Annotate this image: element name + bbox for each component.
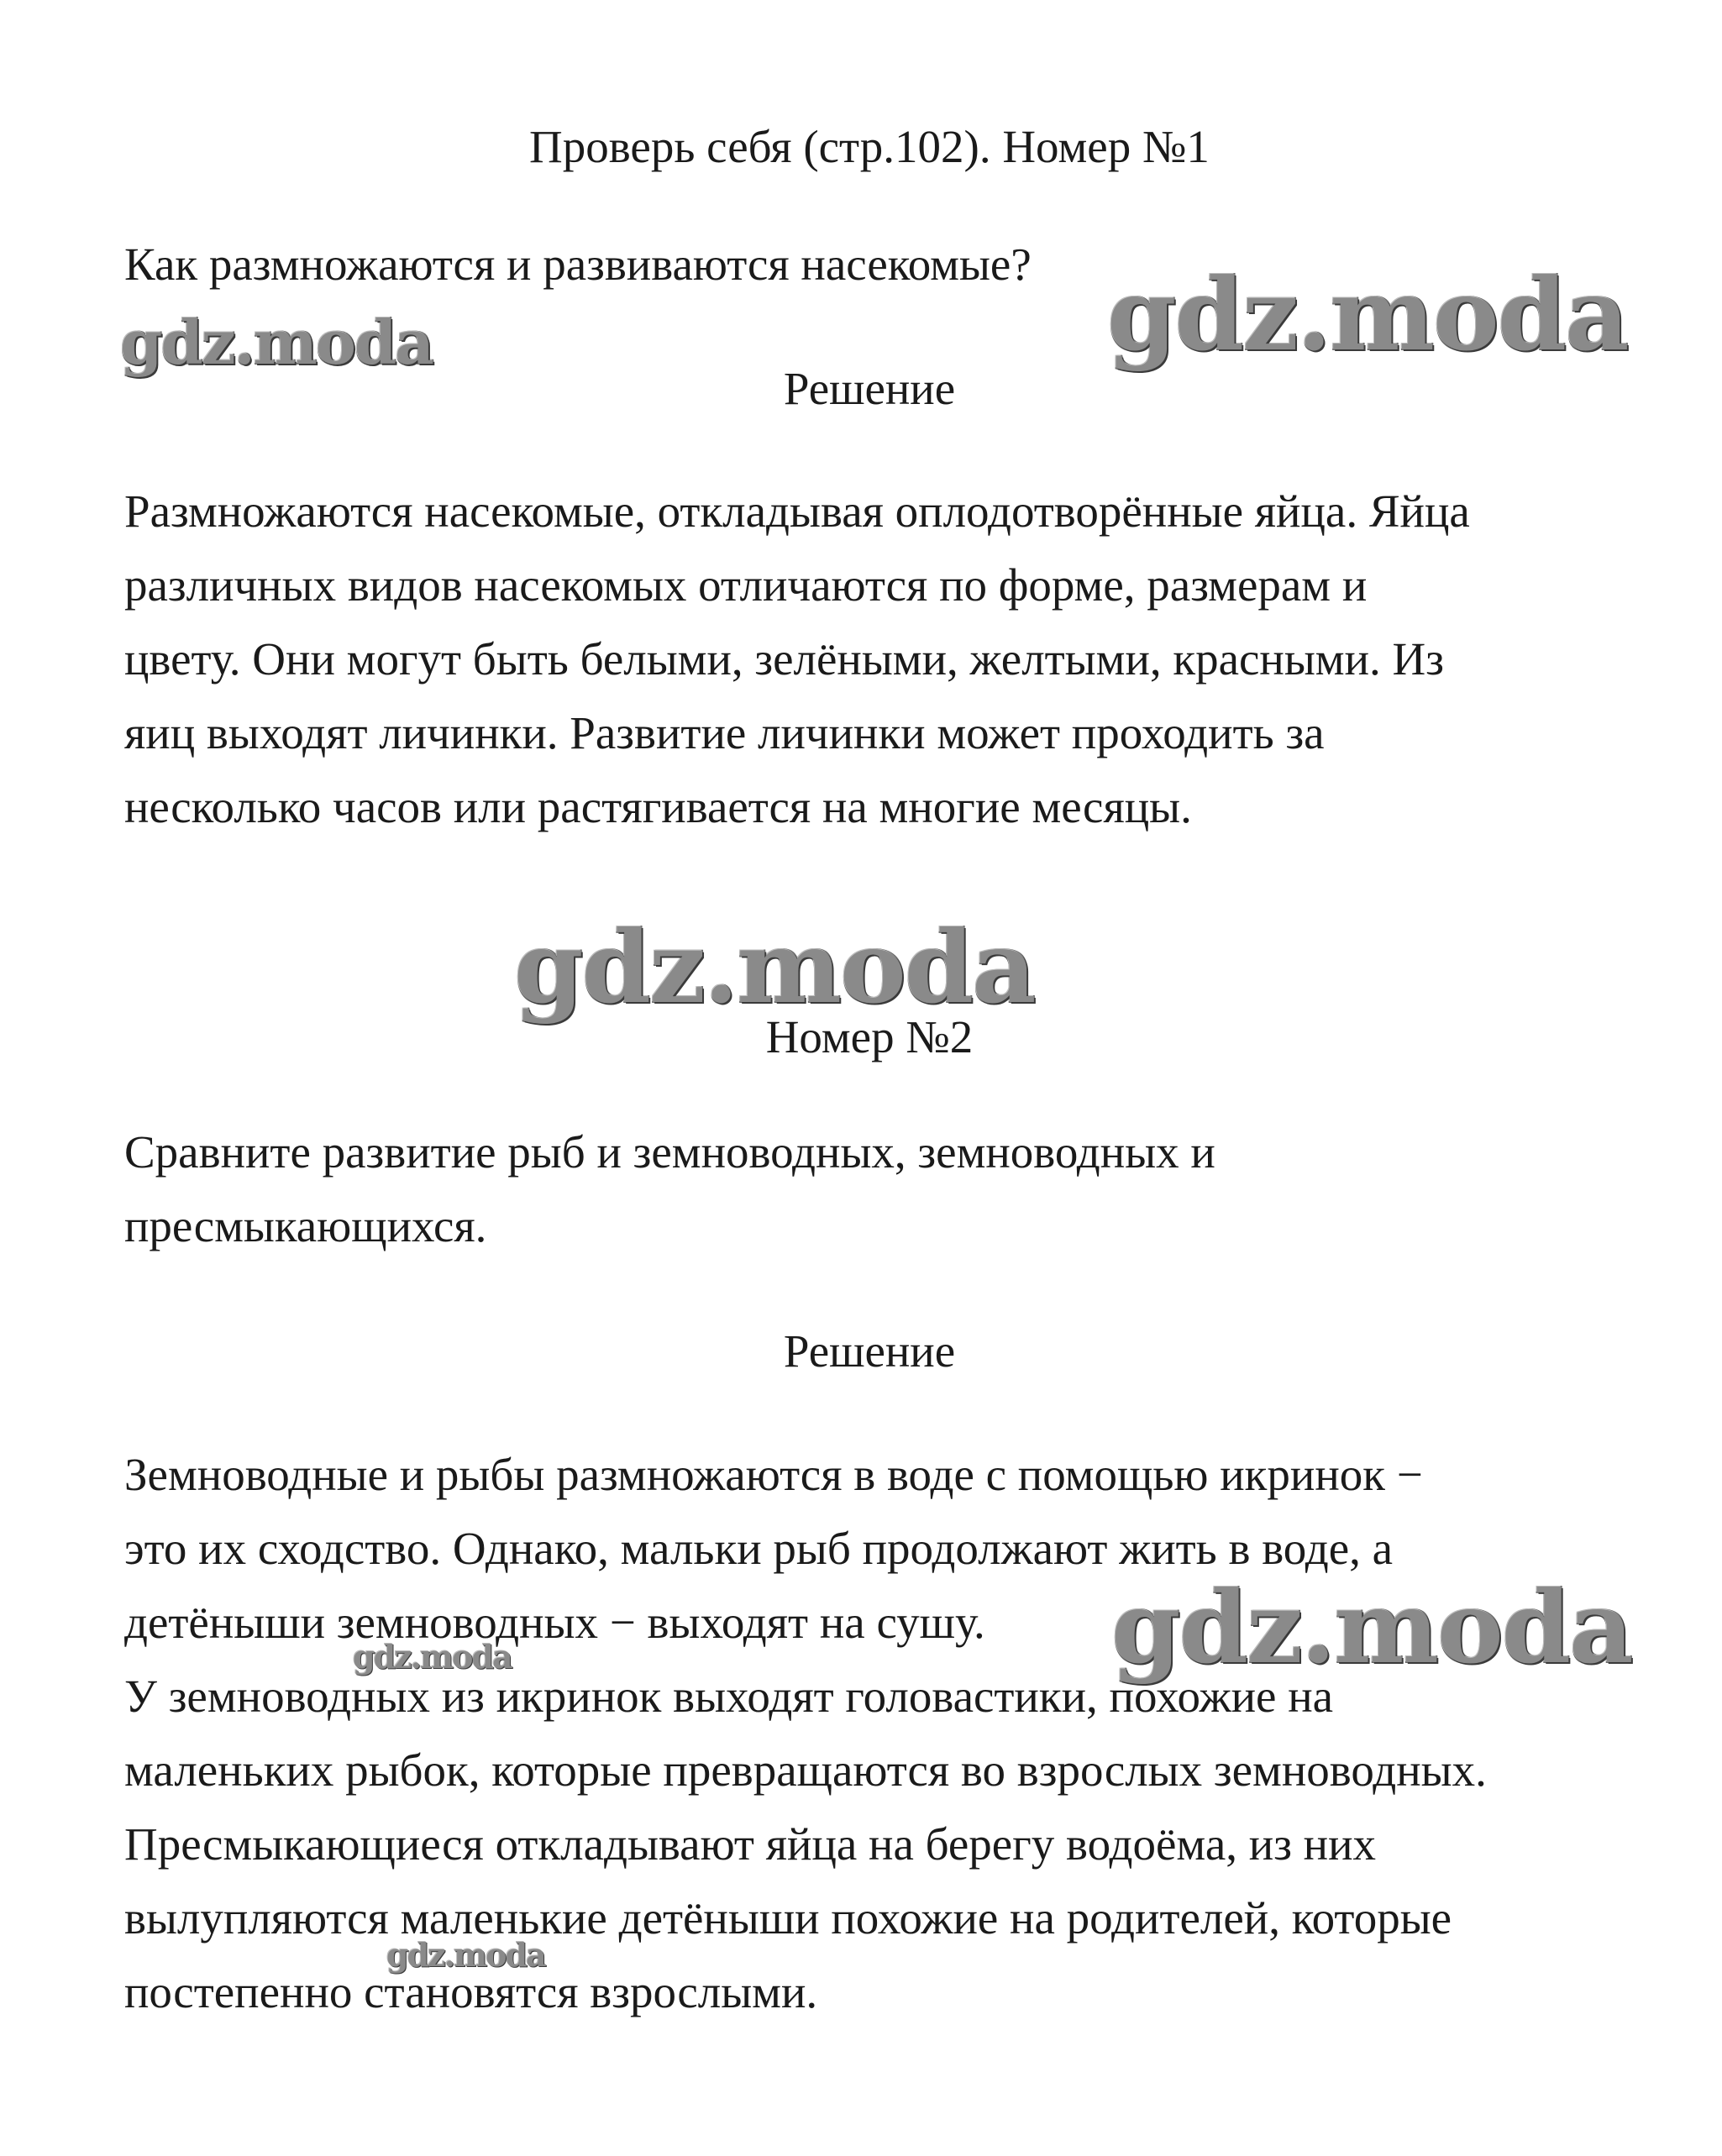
answer-line: детёныши земноводных − выходят на сушу. — [124, 1597, 985, 1648]
question-line: пресмыкающихся. — [124, 1200, 487, 1251]
answer-line: Пресмыкающиеся откладывают яйца на берегу водоёма, из них — [124, 1818, 1377, 1870]
answer-line: У земноводных из икринок выходят головастики, похожие на — [124, 1671, 1334, 1722]
answer-line: Земноводные и рыбы размножаются в воде с помощью икринок − — [124, 1449, 1423, 1500]
answer-line: вылупляются маленькие детёныши похожие на родителей, которые — [124, 1892, 1452, 1944]
answer-line: яиц выходят личинки. Развитие личинки может проходить за — [124, 707, 1325, 758]
watermark: gdz.moda — [353, 1638, 512, 1676]
answer-line: Размножаются насекомые, откладывая оплодотворённые яйца. Яйца — [124, 485, 1470, 537]
task2-solution-heading: Решение — [783, 1325, 956, 1377]
watermark: gdz.moda — [514, 909, 1035, 1026]
answer-line: различных видов насекомых отличаются по форме, размерам и — [124, 559, 1368, 611]
task2-question — [124, 1115, 1215, 1263]
answer-line: несколько часов или растягивается на многие месяцы. — [124, 781, 1192, 832]
answer-line: постепенно становятся взрослыми. — [124, 1966, 818, 2017]
watermark: gdz.moda — [386, 1936, 545, 1974]
watermark: gdz.moda — [1107, 256, 1628, 373]
answer-line: это их сходство. Однако, мальки рыб продолжают жить в воде, а — [124, 1523, 1394, 1574]
answer-line: цвету. Они могут быть белыми, зелёными, желтыми, красными. Из — [124, 633, 1444, 685]
task1-solution-heading: Решение — [783, 363, 956, 414]
answer-line: маленьких рыбок, которые превращаются во взрослых земноводных. — [124, 1744, 1487, 1796]
question-line: Сравните развитие рыб и земноводных, земноводных и — [124, 1126, 1215, 1178]
task1-question: Как размножаются и развиваются насекомые? — [124, 239, 1032, 290]
watermark: gdz.moda — [1111, 1569, 1632, 1686]
task1-answer — [124, 475, 1470, 844]
task2-answer — [124, 1438, 1487, 2029]
page-title: Проверь себя (стр.102). Номер №1 — [529, 121, 1210, 172]
watermark: gdz.moda — [120, 307, 433, 378]
task2-heading: Номер №2 — [765, 1011, 974, 1062]
